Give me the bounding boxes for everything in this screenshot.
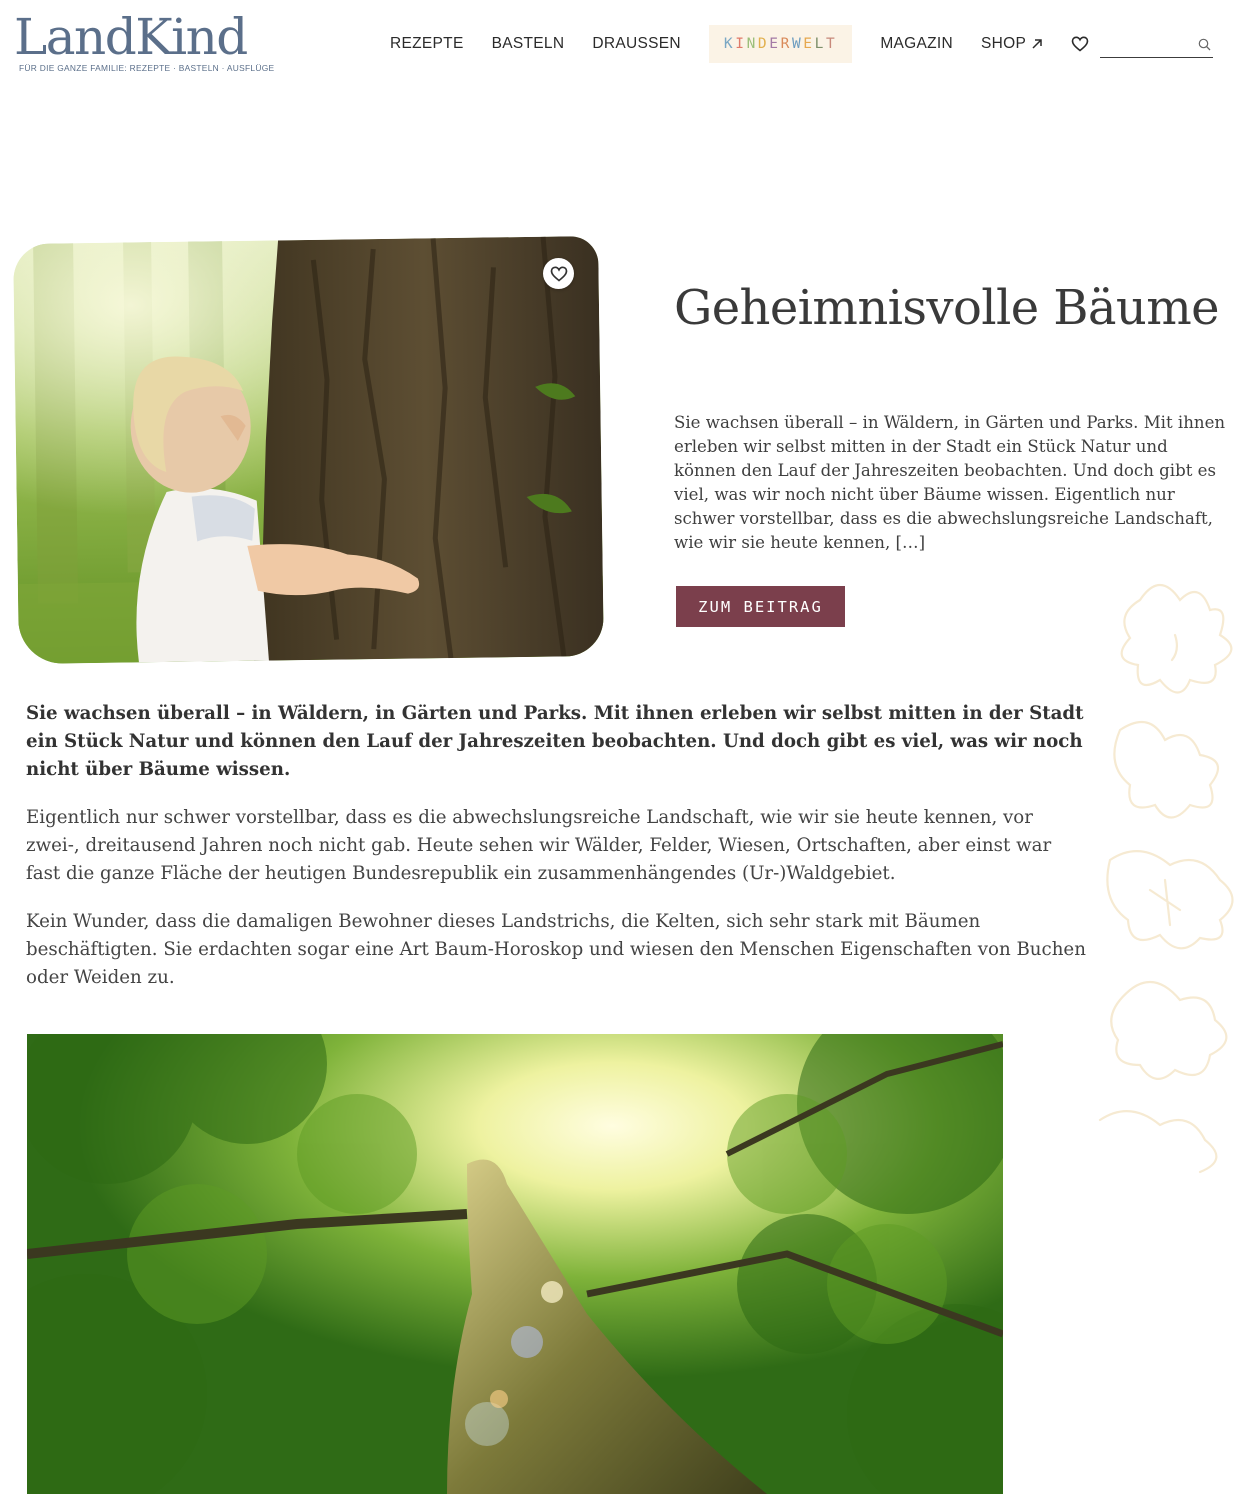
kinderwelt-letter: T bbox=[825, 36, 838, 52]
nav-item-basteln[interactable]: BASTELN bbox=[491, 35, 565, 52]
kinderwelt-letter: W bbox=[791, 36, 804, 52]
search-icon[interactable] bbox=[1198, 38, 1211, 51]
logo-wordmark: LandKind bbox=[14, 8, 247, 66]
nav-item-draussen[interactable]: DRAUSSEN bbox=[592, 35, 681, 52]
search-input[interactable] bbox=[1100, 33, 1192, 57]
kinderwelt-letter: I bbox=[735, 36, 747, 52]
read-more-button[interactable]: ZUM BEITRAG bbox=[676, 586, 845, 627]
arrow-up-right-icon bbox=[1031, 38, 1043, 50]
article-lead: Sie wachsen überall – in Wäldern, in Gärten und Parks. Mit ihnen erleben wir selbst mitten in der Stadt ein Stück Natur und können den Lauf der Jahreszeiten beobachten. Und doch gibt es viel, was wir noch nicht über Bäume wissen. bbox=[26, 703, 1084, 780]
nav-item-magazin[interactable]: MAGAZIN bbox=[880, 35, 954, 52]
forest-canopy-illustration bbox=[27, 1034, 1003, 1494]
nav-item-rezepte[interactable]: REZEPTE bbox=[390, 35, 464, 52]
kinderwelt-letter: E bbox=[803, 36, 815, 52]
kinderwelt-letter: N bbox=[746, 36, 758, 52]
forest-canopy-image bbox=[27, 1034, 1003, 1494]
search-box bbox=[1100, 32, 1213, 58]
heart-icon bbox=[550, 266, 568, 282]
site-header bbox=[0, 0, 1250, 90]
kinderwelt-letter: R bbox=[780, 36, 792, 52]
nav-item-shop[interactable] bbox=[981, 35, 1043, 53]
site-logo[interactable] bbox=[14, 8, 274, 73]
post-title: Geheimnisvolle Bäume bbox=[674, 280, 1219, 336]
kinderwelt-letter: K bbox=[723, 36, 736, 52]
main-navigation bbox=[376, 24, 1117, 64]
kinderwelt-letter: D bbox=[757, 36, 770, 52]
logo-tagline: FÜR DIE GANZE FAMILIE: REZEPTE · BASTELN · AUSFLÜGE bbox=[19, 63, 275, 73]
article-body bbox=[26, 700, 1086, 1012]
kinderwelt-letter: E bbox=[769, 36, 781, 52]
kinderwelt-letter: L bbox=[814, 36, 826, 52]
hero-image-girl-hugging-tree[interactable] bbox=[13, 236, 604, 664]
shop-label: SHOP bbox=[981, 35, 1027, 52]
girl-tree-illustration bbox=[13, 236, 604, 664]
article-paragraph: Kein Wunder, dass die damaligen Bewohner dieses Landstrichs, die Kelten, sich sehr stark mit Bäumen beschäftigten. Sie erdachten sogar eine Art Baum-Horoskop und wiesen den Menschen Eigenschaften von Buchen oder Weiden zu. bbox=[26, 911, 1086, 988]
article-paragraph: Eigentlich nur schwer vorstellbar, dass es die abwechslungsreiche Landschaft, wie wir sie heute kennen, vor zwei-, dreitausend Jahren noch nicht gab. Heute sehen wir Wälder, Felder, Wiesen, Ortschaften, aber einst war fast die ganze Fläche der heutigen Bundesrepublik ein zusammenhängendes (Ur-)Waldgebiet. bbox=[26, 807, 1052, 884]
nav-item-kinderwelt[interactable] bbox=[709, 25, 852, 63]
floral-decoration bbox=[1080, 560, 1250, 1180]
heart-icon[interactable] bbox=[1071, 36, 1089, 52]
post-excerpt: Sie wachsen überall – in Wäldern, in Gärten und Parks. Mit ihnen erleben wir selbst mitten in der Stadt ein Stück Natur und können den Lauf der Jahreszeiten beobachten. Und doch gibt es viel, was wir noch nicht über Bäume wissen. Eigentlich nur schwer vorstellbar, dass es die abwechslungsreiche Landschaft, wie wir sie heute kennen, […] bbox=[674, 413, 1226, 552]
favorite-heart-button[interactable] bbox=[543, 258, 574, 289]
